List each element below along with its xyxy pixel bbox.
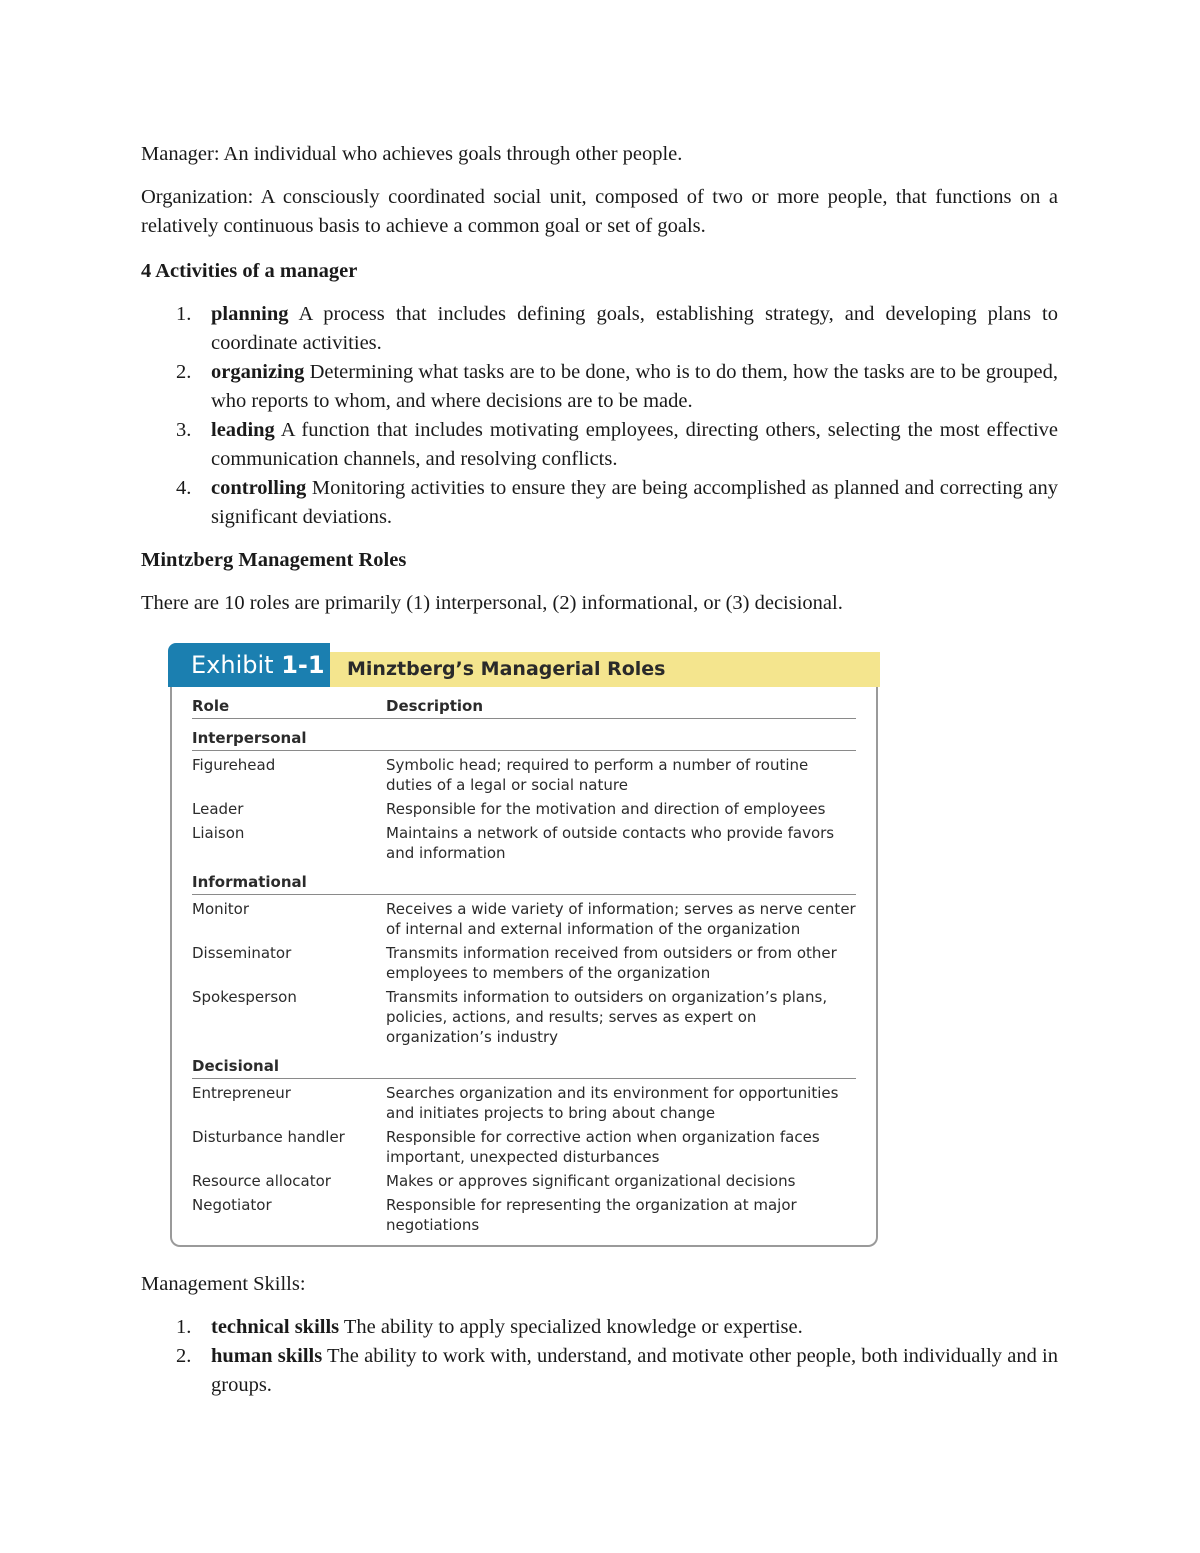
group-name: Interpersonal: [192, 729, 307, 747]
skills-section: [141, 1270, 1058, 1400]
role-cell: Figurehead: [192, 756, 276, 774]
role-cell: Disseminator: [192, 944, 292, 962]
exhibit-label: Exhibit: [191, 651, 282, 679]
role-cell: Leader: [192, 800, 244, 818]
term-organizing: organizing: [211, 361, 305, 383]
table-row: [192, 755, 856, 795]
table-row: [192, 799, 856, 819]
table-row: [192, 1127, 856, 1167]
list-item: [141, 1313, 1058, 1342]
list-item: [141, 416, 1058, 474]
mintzberg-intro: There are 10 roles are primarily (1) interpersonal, (2) informational, or (3) decisional.: [141, 592, 843, 614]
term-leading: leading: [211, 419, 275, 441]
manager-definition: Manager: An individual who achieves goals through other people.: [141, 143, 683, 165]
list-item: [141, 474, 1058, 532]
table-row: [192, 1171, 856, 1191]
group-name: Informational: [192, 873, 307, 891]
roles-table: [192, 696, 856, 1239]
description-cell: Maintains a network of outside contacts who provide favors and information: [386, 824, 835, 862]
list-item: [141, 1342, 1058, 1400]
exhibit-number: 1-1: [281, 651, 325, 679]
term-definition: The ability to apply specialized knowledge or expertise.: [339, 1316, 803, 1338]
role-cell: Monitor: [192, 900, 250, 918]
table-row: [192, 1083, 856, 1123]
description-cell: Searches organization and its environment for opportunities and initiates projects to bring about change: [386, 1084, 839, 1122]
skills-list: [141, 1313, 1058, 1400]
role-cell: Negotiator: [192, 1196, 272, 1214]
table-row: [192, 943, 856, 983]
table-header: [192, 696, 856, 719]
description-cell: Symbolic head; required to perform a number of routine duties of a legal or social nature: [386, 756, 809, 794]
exhibit-figure: [168, 643, 880, 1249]
table-row: [192, 823, 856, 863]
exhibit-tab: [168, 643, 330, 687]
term-planning: planning: [211, 303, 289, 325]
term-definition: A function that includes motivating employees, directing others, selecting the most effective communication channels, and resolving conflicts.: [211, 419, 1058, 470]
list-number: 1.: [176, 1316, 192, 1338]
list-number: 3.: [176, 419, 192, 441]
skills-heading: Management Skills:: [141, 1273, 306, 1295]
list-number: 2.: [176, 1345, 192, 1367]
activities-list: [141, 300, 1058, 532]
role-cell: Resource allocator: [192, 1172, 331, 1190]
description-cell: Responsible for representing the organization at major negotiations: [386, 1196, 797, 1234]
description-cell: Transmits information to outsiders on organization’s plans, policies, actions, and results; serves as expert on organization’s industry: [386, 988, 828, 1046]
description-cell: Responsible for the motivation and direction of employees: [386, 800, 826, 818]
list-number: 1.: [176, 303, 192, 325]
description-cell: Transmits information received from outsiders or from other employees to members of the organization: [386, 944, 837, 982]
term-technical-skills: technical skills: [211, 1316, 340, 1338]
column-header-description: Description: [386, 697, 484, 715]
list-number: 4.: [176, 477, 192, 499]
description-cell: Makes or approves significant organizational decisions: [386, 1172, 796, 1190]
group-header: [192, 872, 856, 895]
table-row: [192, 987, 856, 1047]
role-cell: Spokesperson: [192, 988, 297, 1006]
group-name: Decisional: [192, 1057, 279, 1075]
group-header: [192, 1056, 856, 1079]
exhibit-title: Minztberg’s Managerial Roles: [330, 652, 880, 687]
list-number: 2.: [176, 361, 192, 383]
role-cell: Entrepreneur: [192, 1084, 291, 1102]
table-row: [192, 1195, 856, 1235]
list-item: [141, 300, 1058, 358]
description-cell: Receives a wide variety of information; serves as nerve center of internal and external information of the organization: [386, 900, 856, 938]
term-controlling: controlling: [211, 477, 307, 499]
group-header: [192, 728, 856, 751]
description-cell: Responsible for corrective action when organization faces important, unexpected disturbances: [386, 1128, 820, 1166]
document-body: [141, 140, 1058, 632]
term-definition: Determining what tasks are to be done, who is to do them, how the tasks are to be grouped, who reports to whom, and where decisions are to be made.: [211, 361, 1058, 412]
role-cell: Disturbance handler: [192, 1128, 345, 1146]
term-definition: The ability to work with, understand, and motivate other people, both individually and in groups.: [211, 1345, 1058, 1396]
role-cell: Liaison: [192, 824, 245, 842]
list-item: [141, 358, 1058, 416]
activities-heading: 4 Activities of a manager: [141, 260, 358, 282]
mintzberg-heading: Mintzberg Management Roles: [141, 549, 407, 571]
organization-definition: Organization: A consciously coordinated social unit, composed of two or more people, that functions on a relatively continuous basis to achieve a common goal or set of goals.: [141, 186, 1058, 237]
column-header-role: Role: [192, 697, 230, 715]
term-definition: A process that includes defining goals, establishing strategy, and developing plans to coordinate activities.: [211, 303, 1058, 354]
term-definition: Monitoring activities to ensure they are being accomplished as planned and correcting any significant deviations.: [211, 477, 1058, 528]
term-human-skills: human skills: [211, 1345, 323, 1367]
table-row: [192, 899, 856, 939]
